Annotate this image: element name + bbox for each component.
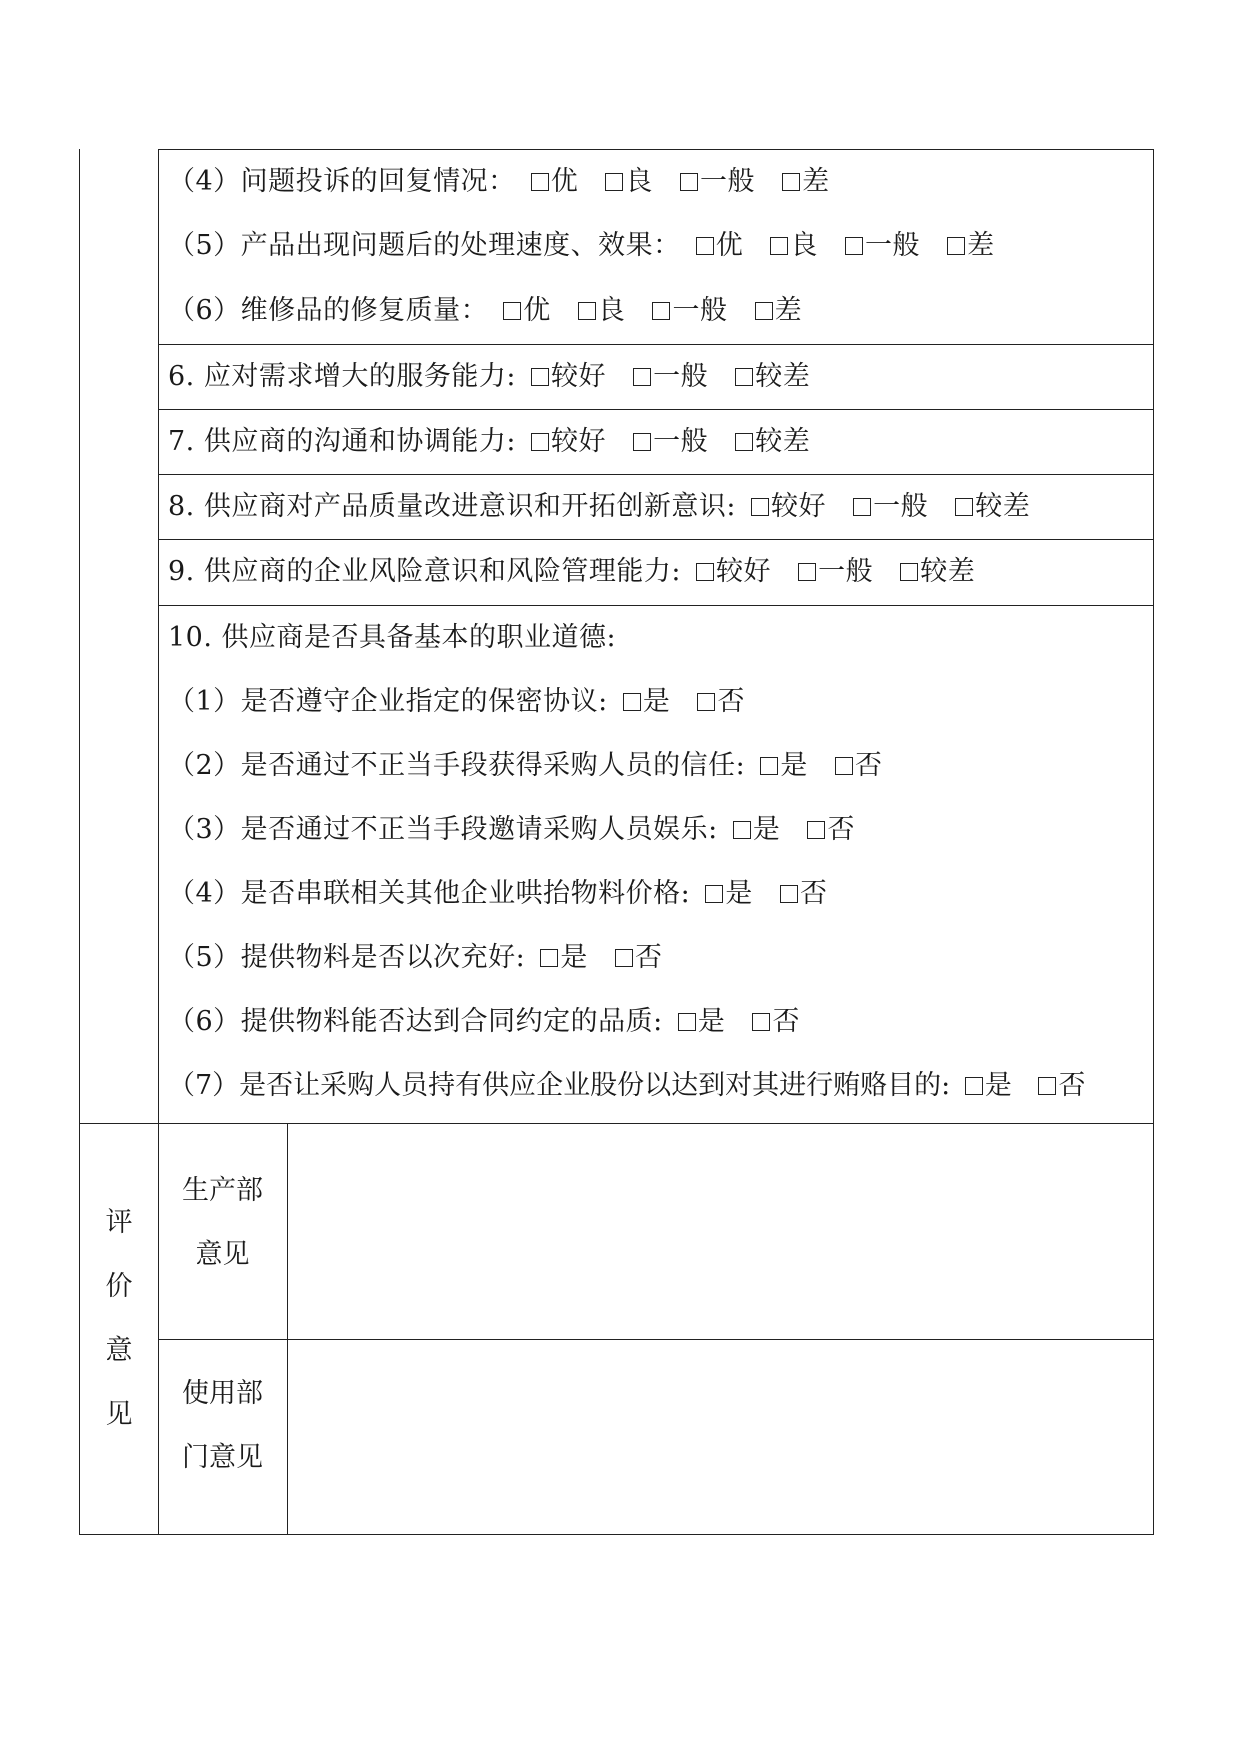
production-dept-comment[interactable] (288, 1124, 1154, 1339)
option-average[interactable]: 一般 (847, 491, 928, 522)
checkbox-icon[interactable] (900, 563, 918, 581)
option-good[interactable]: 良 (599, 166, 653, 197)
option-no[interactable]: 否 (774, 878, 828, 909)
checkbox-icon[interactable] (807, 821, 825, 839)
option-no[interactable]: 否 (1032, 1070, 1085, 1101)
checkbox-icon[interactable] (947, 237, 965, 255)
option-average[interactable]: 一般 (627, 361, 708, 392)
evaluation-section-label: 评 价 意 见 (105, 1207, 133, 1430)
checkbox-icon[interactable] (531, 433, 549, 451)
option-no[interactable]: 否 (801, 814, 855, 845)
option-average[interactable]: 一般 (674, 166, 755, 197)
option-good[interactable]: 良 (764, 230, 818, 261)
question-10-item-4: （4）是否串联相关其他企业哄抬物料价格: 是 否 (168, 878, 828, 909)
checkbox-icon[interactable] (965, 1077, 983, 1095)
option-better[interactable]: 较好 (525, 426, 606, 457)
col-divider-left (158, 149, 159, 1535)
question-10-item-1: （1）是否遵守企业指定的保密协议: 是 否 (168, 686, 745, 717)
option-good[interactable]: 良 (572, 295, 626, 326)
question-6: 6. 应对需求增大的服务能力: 较好 一般 较差 (168, 361, 811, 392)
checkbox-icon[interactable] (845, 237, 863, 255)
checkbox-icon[interactable] (605, 173, 623, 191)
option-yes[interactable]: 是 (699, 878, 753, 909)
option-average[interactable]: 一般 (839, 230, 920, 261)
checkbox-icon[interactable] (531, 368, 549, 386)
option-no[interactable]: 否 (829, 750, 883, 781)
row-divider (158, 539, 1154, 540)
user-dept-comment[interactable] (288, 1340, 1154, 1534)
option-poor[interactable]: 差 (941, 230, 995, 261)
question-10-item-6: （6）提供物料能否达到合同约定的品质: 是 否 (168, 1006, 800, 1037)
option-yes[interactable]: 是 (754, 750, 808, 781)
option-worse[interactable]: 较差 (729, 426, 810, 457)
question-9: 9. 供应商的企业风险意识和风险管理能力: 较好 一般 较差 (168, 556, 976, 587)
option-yes[interactable]: 是 (727, 814, 781, 845)
supplier-evaluation-form (79, 149, 1154, 1535)
checkbox-icon[interactable] (680, 173, 698, 191)
section5-item-6: （6）维修品的修复质量： 优 良 一般 差 (168, 295, 803, 326)
row-divider (158, 344, 1154, 345)
checkbox-icon[interactable] (735, 368, 753, 386)
option-average[interactable]: 一般 (646, 295, 727, 326)
checkbox-icon[interactable] (955, 498, 973, 516)
production-dept-label: 生产部 意见 (182, 1175, 263, 1270)
checkbox-icon[interactable] (770, 237, 788, 255)
checkbox-icon[interactable] (705, 885, 723, 903)
section5-item-4: （4）问题投诉的回复情况： 优 良 一般 差 (168, 166, 830, 197)
option-yes[interactable]: 是 (534, 942, 588, 973)
option-no[interactable]: 否 (609, 942, 663, 973)
checkbox-icon[interactable] (503, 302, 521, 320)
checkbox-icon[interactable] (633, 433, 651, 451)
option-yes[interactable]: 是 (959, 1070, 1012, 1101)
user-dept-label: 使用部 门意见 (182, 1378, 263, 1473)
option-average[interactable]: 一般 (792, 556, 873, 587)
checkbox-icon[interactable] (696, 563, 714, 581)
row-divider (158, 605, 1154, 606)
option-no[interactable]: 否 (691, 686, 745, 717)
option-worse[interactable]: 较差 (729, 361, 810, 392)
checkbox-icon[interactable] (623, 693, 641, 711)
checkbox-icon[interactable] (733, 821, 751, 839)
option-yes[interactable]: 是 (672, 1006, 726, 1037)
checkbox-icon[interactable] (798, 563, 816, 581)
option-excellent[interactable]: 优 (690, 230, 744, 261)
option-poor[interactable]: 差 (776, 166, 830, 197)
checkbox-icon[interactable] (735, 433, 753, 451)
checkbox-icon[interactable] (780, 885, 798, 903)
checkbox-icon[interactable] (540, 949, 558, 967)
question-8: 8. 供应商对产品质量改进意识和开拓创新意识: 较好 一般 较差 (168, 491, 1031, 522)
checkbox-icon[interactable] (760, 757, 778, 775)
option-excellent[interactable]: 优 (497, 295, 551, 326)
checkbox-icon[interactable] (531, 173, 549, 191)
row-divider (158, 409, 1154, 410)
checkbox-icon[interactable] (696, 237, 714, 255)
checkbox-icon[interactable] (835, 757, 853, 775)
option-worse[interactable]: 较差 (949, 491, 1030, 522)
checkbox-icon[interactable] (853, 498, 871, 516)
checkbox-icon[interactable] (697, 693, 715, 711)
option-excellent[interactable]: 优 (525, 166, 579, 197)
question-10-item-3: （3）是否通过不正当手段邀请采购人员娱乐: 是 否 (168, 814, 855, 845)
question-10-item-2: （2）是否通过不正当手段获得采购人员的信任: 是 否 (168, 750, 883, 781)
checkbox-icon[interactable] (615, 949, 633, 967)
option-better[interactable]: 较好 (690, 556, 771, 587)
row-divider (158, 474, 1154, 475)
checkbox-icon[interactable] (1038, 1077, 1056, 1095)
option-better[interactable]: 较好 (745, 491, 826, 522)
question-7: 7. 供应商的沟通和协调能力: 较好 一般 较差 (168, 426, 811, 457)
checkbox-icon[interactable] (678, 1013, 696, 1031)
option-average[interactable]: 一般 (627, 426, 708, 457)
option-worse[interactable]: 较差 (894, 556, 975, 587)
checkbox-icon[interactable] (578, 302, 596, 320)
checkbox-icon[interactable] (751, 498, 769, 516)
checkbox-icon[interactable] (782, 173, 800, 191)
checkbox-icon[interactable] (652, 302, 670, 320)
question-10-item-5: （5）提供物料是否以次充好: 是 否 (168, 942, 663, 973)
option-yes[interactable]: 是 (617, 686, 671, 717)
option-better[interactable]: 较好 (525, 361, 606, 392)
checkbox-icon[interactable] (633, 368, 651, 386)
row-top-border (158, 149, 1154, 150)
option-no[interactable]: 否 (746, 1006, 800, 1037)
checkbox-icon[interactable] (755, 302, 773, 320)
section5-item-5: （5）产品出现问题后的处理速度、效果： 优 良 一般 差 (168, 230, 995, 261)
checkbox-icon[interactable] (752, 1013, 770, 1031)
question-10-item-7: （7）是否让采购人员持有供应企业股份以达到对其进行贿赂目的: 是 否 (168, 1070, 1086, 1101)
question-10-title: 10. 供应商是否具备基本的职业道德: (168, 622, 617, 653)
option-poor[interactable]: 差 (749, 295, 803, 326)
